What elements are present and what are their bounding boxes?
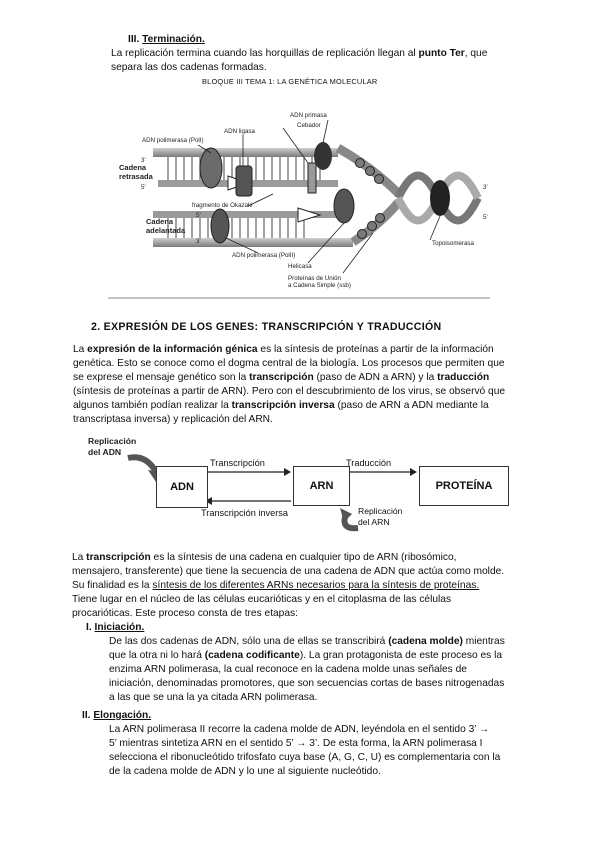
- primer-shape: [308, 163, 316, 193]
- label-3prime-helix: 3': [483, 184, 488, 191]
- label-replicacion-adn: Replicación del ADN: [88, 436, 137, 457]
- label-adn-ligasa: ADN ligasa: [224, 128, 255, 135]
- label-ssb: Proteínas de Unión a Cadena Simple (ssb): [288, 275, 351, 289]
- figure-leader-lines: [198, 120, 440, 273]
- label-3prime-lower: 3': [196, 238, 201, 245]
- section-expresion-heading: 2. EXPRESIÓN DE LOS GENES: TRANSCRIPCIÓN Y TRADUCCIÓN: [91, 321, 442, 333]
- label-fragmento-okazaki: fragmento de Okazaki: [192, 202, 253, 209]
- terminacion-text-2: separa las dos cadenas formadas.: [111, 62, 267, 73]
- expresion-paragraph: La expresión de la información génica es la síntesis de proteínas a partir de la información genética. Esto se conoce como el dogma central de la biología. Los procesos que permiten que se exprese el mensaje genético son la transcripción (paso de ADN a ARN) y la traducción (síntesis de proteínas a partir de ARN). Pero con el descubrimiento de los virus, se observó que algunos también podían realizar la transcripción inversa (paso de ARN a ADN mediante la transcriptasa inversa) y replicación del ARN.: [73, 344, 506, 425]
- label-replicacion-arn: Replicación del ARN: [358, 506, 403, 527]
- dna-primase-shape: [314, 142, 332, 170]
- box-adn: ADN: [156, 466, 208, 508]
- transcripcion-paragraph: La transcripción es la síntesis de una cadena en cualquier tipo de ARN (ribosómico, mensajero, transferente) que tiene la secuencia de una cadena de ADN que actúa como molde. Su finalidad es la síntesis de los diferentes ARNs necesarios para la síntesis de proteínas. Tiene lugar en el núcleo de las células eucarióticas y en el citoplasma de las células procarióticas. Este proceso consta de tres etapas:: [72, 552, 505, 619]
- arrowhead-transcripcion: [284, 468, 291, 476]
- helicase-shape: [334, 189, 354, 223]
- dna-polymerase-i-shape: [200, 148, 222, 188]
- arrowhead-traduccion: [410, 468, 417, 476]
- section-terminacion-heading: III. Terminación.: [128, 34, 205, 45]
- replicacion-adn-arrow: [128, 457, 156, 472]
- label-cadena-adelantada: Cadena adelantada: [146, 217, 186, 235]
- label-helicasa: Helicasa: [288, 263, 312, 270]
- label-cebador: Cebador: [297, 122, 321, 129]
- etapa-iniciacion-heading: I. Iniciación.: [86, 622, 145, 633]
- box-arn: ARN: [293, 466, 350, 506]
- label-adn-primasa: ADN primasa: [290, 112, 327, 119]
- label-traduccion: Traducción: [346, 458, 392, 468]
- etapa-iniciacion-paragraph: De las dos cadenas de ADN, sólo una de ellas se transcribirá (cadena molde) mientras que la otra ni lo hará (cadena codificante). La gran protagonista de este proceso es la enzima ARN polimerasa, la cual reconoce en la cadena molde unas señales de iniciación, denominadas promotores, que son secuencias cortas de bases nitrogenadas a las que se una la ya citada ARN polimerasa.: [109, 636, 505, 703]
- terminacion-title: Terminación.: [142, 34, 205, 45]
- label-transcripcion: Transcripción: [210, 458, 265, 468]
- label-adn-polimerasa-i: ADN polimerasa (PolI): [142, 137, 204, 144]
- leading-arrow: [298, 208, 320, 222]
- label-topoisomerasa: Topoisomerasa: [432, 240, 474, 247]
- leading-template-strand: [153, 238, 353, 247]
- leading-base-pairs: [168, 218, 304, 238]
- lagging-template-strand: [153, 148, 338, 157]
- dna-ligase-shape: [236, 166, 252, 196]
- topoisomerase-shape: [430, 180, 450, 216]
- label-cadena-retrasada: Cadena retrasada: [119, 163, 153, 181]
- page-header: BLOQUE III TEMA 1: LA GENÉTICA MOLECULAR: [202, 77, 378, 86]
- terminacion-text-1: La replicación termina cuando las horquillas de replicación llegan al punto Ter, que: [111, 48, 488, 59]
- dna-replication-figure: [108, 108, 490, 300]
- label-5prime-lower: 5': [196, 212, 201, 219]
- etapa-elongacion-paragraph: La ARN polimerasa II recorre la cadena molde de ADN, leyéndola en el sentido 3’ → 5’ mientras sintetiza ARN en el sentido 5’ → 3’. De esta forma, la ARN polimerasa I selecciona el ribonucleótido trifosfato cuya base (A, G, C, U) es complementaria con la de la cadena molde de ADN y lo une al siguiente nucleótido.: [109, 724, 501, 777]
- box-proteina: PROTEÍNA: [419, 466, 509, 506]
- label-adn-polimerasa-iii: ADN polimerasa (PolII): [232, 252, 296, 259]
- label-5prime-upper: 5': [141, 184, 146, 191]
- label-5prime-helix: 5': [483, 214, 488, 221]
- etapa-elongacion-heading: II. Elongación.: [82, 710, 152, 721]
- central-dogma-diagram: [88, 436, 508, 536]
- label-3prime-upper: 3': [141, 157, 146, 164]
- label-transcripcion-inversa: Transcripción inversa: [201, 508, 288, 518]
